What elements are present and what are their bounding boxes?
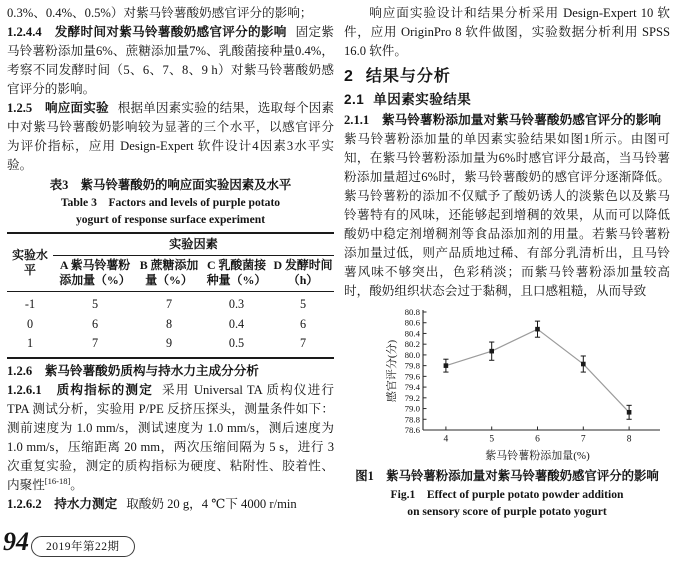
table-row — [7, 334, 334, 358]
figure-1-caption-en-2: on sensory score of purple potato yogurt — [407, 505, 607, 518]
table-span-header: 实验因素 — [53, 233, 334, 256]
issue-badge: 2019年第22期 — [31, 536, 135, 557]
table-header-factor-d: D 发酵时间（h） — [272, 256, 334, 292]
software-paragraph: 响应面实验设计和结果分析采用 Design-Expert 10 软件，应用 OriginPro 8 软件做图，实验数据分析利用 SPSS 16.0 软件。 — [344, 6, 670, 58]
y-tick-label: 79.6 — [404, 371, 420, 382]
x-tick-label: 6 — [535, 434, 540, 445]
section-2-1-1 — [344, 111, 670, 301]
table-cell: 7 — [299, 336, 307, 351]
section-1-2-6-2-body: 取酸奶 20 g，4 ℃下 4000 r/min — [126, 496, 297, 511]
section-2-heading — [344, 64, 670, 89]
y-tick-label: 79.8 — [404, 360, 420, 371]
table-row — [7, 315, 334, 335]
y-tick-label: 80.2 — [404, 339, 420, 350]
x-axis-label: 紫马铃薯粉添加量(%) — [485, 450, 590, 462]
section-1-2-6-1-body: 采用 Universal TA 质构仪进行 TPA 测试分析，实验用 P/PE 反挤压探头，测量条件如下：测前速度为 1.0 mm/s，测试速度为 1.0 mm/s，测后速度为 1.0 mm/s，压缩距离 20 mm，两次压缩间隔为 5 s，进行 3 次重复实验，测定的质构指标为硬度、粘附性、胶着性、内聚性 — [7, 382, 334, 492]
section-1-2-5-body: 根据单因素实验的结果，选取每个因素中对紫马铃薯酸奶影响较为显著的三个水平，以感官评分为评价指标，应用 Design-Expert 软件设计4因素3水平实验。 — [7, 101, 335, 172]
figure-1-chart — [386, 306, 664, 464]
figure-1-caption-en-1: Fig.1 Effect of purple potato powder addition — [390, 488, 624, 501]
table-cell: 6 — [299, 316, 307, 331]
table-3-title-en-1: Table 3 Factors and levels of purple potato — [60, 196, 281, 209]
table-row — [7, 292, 334, 315]
table-cell: 5 — [299, 297, 307, 312]
x-tick-label: 4 — [443, 434, 449, 445]
right-column — [344, 4, 670, 520]
table-cell: 1 — [26, 336, 34, 351]
citation-ref: [16-18] — [44, 475, 71, 486]
table-3-title-en-2: yogurt of response surface experiment — [75, 212, 266, 226]
left-column — [7, 4, 334, 514]
data-line — [446, 329, 629, 412]
factors-levels-table — [7, 232, 334, 359]
section-1-2-4-4 — [7, 23, 334, 99]
section-2-1-title: 单因素实验结果 — [373, 92, 472, 107]
table-cell: 9 — [165, 336, 173, 351]
y-tick-label: 79.4 — [404, 382, 420, 393]
section-2-1-1-body: 紫马铃薯粉添加量的单因素实验结果如图1所示。由图可知，在紫马铃薯粉添加量为6%时感官评分最高，当马铃薯粉添加量超过6%时，紫马铃薯酸奶的感官评分逐渐降低。紫马铃薯粉的添加不仅赋予了酸奶诱人的淡紫色以及紫马铃薯特有的风味，还能够起到增稠的效果，从而可以降低酸奶中稳定剂增稠剂等食品添加剂的用量。若紫马铃薯粉添加量过低，则产品质地过稀、有部分乳清析出，且马铃薯风味不够突出，色彩稍淡；而紫马铃薯粉添加量较高时，酸奶组织状态会过于黏稠，且口感粗糙，从而导致 — [344, 132, 670, 298]
table-span-header-row — [7, 233, 334, 256]
table-cell: 5 — [91, 297, 99, 312]
page-footer — [0, 527, 340, 565]
table-header-level: 实验水平 — [7, 233, 53, 292]
x-tick-label: 7 — [580, 434, 586, 445]
table-cell: 0.4 — [228, 316, 245, 331]
x-tick-label: 5 — [489, 434, 495, 445]
y-axis-label: 感官评分(分) — [386, 339, 398, 403]
section-1-2-6-2-heading: 1.2.6.2 持水力测定 — [7, 496, 118, 511]
y-tick-label: 78.8 — [404, 414, 420, 425]
section-1-2-6-heading — [7, 362, 334, 381]
y-tick-label: 79.0 — [404, 403, 420, 414]
y-tick-label: 80.8 — [404, 307, 420, 317]
figure-1-caption-cn: 图1 紫马铃薯粉添加量对紫马铃薯酸奶感官评分的影响 — [355, 469, 659, 483]
table-header-factor-a: A 紫马铃薯粉添加量（%） — [53, 256, 137, 292]
page-number: 94 — [3, 527, 29, 556]
data-point — [627, 410, 632, 415]
section-1-2-4-4-heading: 1.2.4.4 发酵时间对紫马铃薯酸奶感官评分的影响 — [7, 25, 287, 39]
data-point — [444, 363, 449, 368]
y-tick-label: 79.2 — [404, 392, 420, 403]
data-point — [581, 362, 586, 367]
table-cell: 7 — [91, 336, 99, 351]
section-1-2-6-2 — [7, 495, 334, 514]
table-cell: 0 — [26, 316, 34, 331]
x-tick-label: 8 — [626, 434, 632, 445]
y-tick-label: 78.6 — [404, 425, 420, 435]
data-point — [535, 327, 540, 332]
section-2-1-number: 2.1 — [344, 92, 365, 107]
table-cell: 0.3 — [228, 297, 245, 312]
table-cell: 0.5 — [228, 336, 245, 351]
section-2-1-heading — [344, 89, 670, 111]
figure-1 — [386, 306, 670, 464]
section-1-2-6-1 — [7, 381, 334, 495]
table-cell: 8 — [165, 316, 173, 331]
section-1-2-4-4-body: 固定紫马铃薯粉添加量6%、蔗糖添加量7%、乳酸菌接种量0.4%，考察不同发酵时间（5、6、7、8、9 h）对紫马铃薯酸奶感官评分的影响。 — [7, 25, 334, 96]
table-header-row — [7, 256, 334, 292]
table-cell: 7 — [165, 297, 173, 312]
table-cell: 6 — [91, 316, 99, 331]
table-header-factor-b: B 蔗糖添加量（%） — [137, 256, 201, 292]
table-3-title-cn: 表3 紫马铃薯酸奶的响应面实验因素及水平 — [49, 178, 292, 192]
section-1-2-5 — [7, 99, 334, 175]
table-cell: -1 — [24, 297, 36, 312]
section-2-number: 2 — [344, 68, 354, 85]
data-point — [489, 349, 494, 354]
y-tick-label: 80.6 — [404, 317, 420, 328]
section-2-1-1-heading: 2.1.1 紫马铃薯粉添加量对紫马铃薯酸奶感官评分的影响 — [344, 113, 661, 127]
section-1-2-6-heading-text: 1.2.6 紫马铃薯酸奶质构与持水力主成分分析 — [7, 363, 259, 378]
section-1-2-5-heading: 1.2.5 响应面实验 — [7, 101, 109, 115]
table-header-factor-c: C 乳酸菌接种量（%） — [201, 256, 272, 292]
y-tick-label: 80.4 — [404, 328, 420, 339]
section-2-title: 结果与分析 — [365, 68, 451, 85]
y-tick-label: 80.0 — [404, 349, 420, 360]
continued-paragraph: 0.3%、0.4%、0.5%）对紫马铃薯酸奶感官评分的影响； — [7, 6, 313, 20]
section-1-2-6-1-heading: 1.2.6.1 质构指标的测定 — [7, 382, 153, 397]
section-1-2-6-1-body-end: 。 — [70, 477, 83, 492]
